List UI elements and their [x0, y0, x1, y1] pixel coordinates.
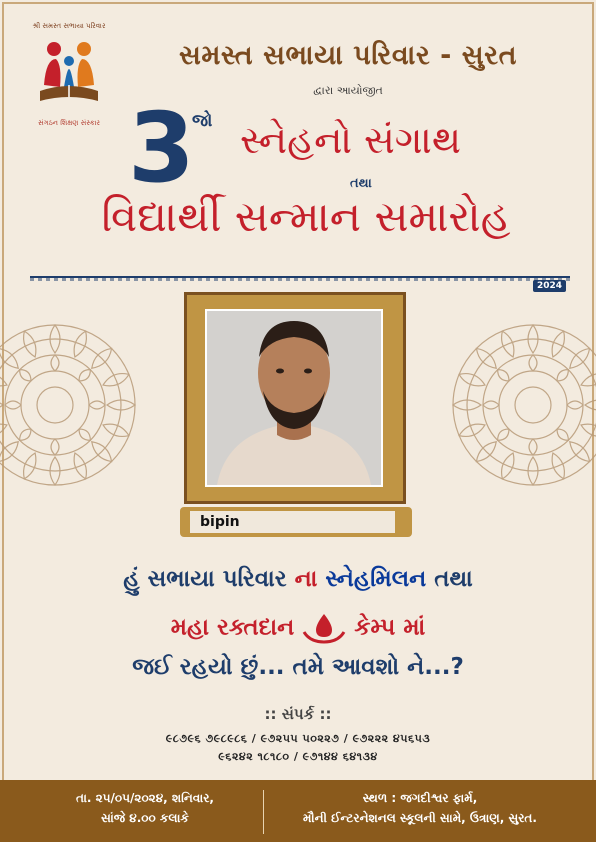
mandala-right-icon [448, 320, 596, 490]
org-logo [24, 22, 114, 132]
title-conjunction: તથા [350, 176, 372, 191]
contact-numbers-row1: ૯૮૭૯૬ ૭૯૮૯૮૬ / ૯૭૨૫૫ ૫૦૨૨૭ / ૯૭૨૨૨ ૪૫૬૫૩ [165, 732, 431, 745]
message-line-1 [20, 566, 576, 592]
message-line1-part-d: તથા [426, 566, 473, 592]
logo-top-text: શ્રી સમસ્ત સભાયા પરિવાર [32, 22, 106, 30]
event-title-line2: વિદ્યાર્થી સન્માન સમારોહ [101, 192, 511, 241]
footer-bar [0, 780, 596, 842]
event-date-line2: સાંજે ૪.૦૦ કલાકે [101, 811, 189, 825]
family-book-logo-icon [34, 35, 104, 111]
event-venue-line2: મૌની ઈન્ટરનેશનલ સ્કૂલની સામે, ઉત્રાણ, સુરત. [303, 811, 537, 825]
profile-photo [205, 309, 383, 487]
event-date-line1: તા. ૨૫/૦૫/૨૦૨૪, શનિવાર, [75, 791, 214, 805]
person-name: bipin [190, 511, 395, 533]
event-venue-line1: સ્થળ : જગદીશ્વર ફાર્મ, [362, 791, 478, 805]
organized-by: દ્વારા આયોજીત [313, 84, 383, 97]
message-line1-highlight: સ્નેહમિલન [325, 566, 427, 592]
event-date [30, 788, 260, 828]
message-line-2 [20, 610, 576, 646]
name-plate [180, 507, 412, 537]
mandala-left-icon [0, 320, 140, 490]
contact-heading: :: સંપર્ક :: [264, 705, 332, 723]
divider-dots [30, 277, 570, 281]
org-name: સમસ્ત સભાયા પરિવાર - સુરત [178, 40, 518, 71]
event-title-line1: સ્નેહનો સંગાથ [240, 118, 462, 162]
edition-suffix: જો [192, 111, 213, 131]
photo-frame [184, 292, 406, 504]
blood-donation-text: મહા રક્તદાન [170, 614, 295, 641]
year-badge: 2024 [533, 280, 566, 292]
contact-numbers-row2: ૯૬૨૪૨ ૧૮૧૮૦ / ૯૭૧૪૪ ૬૪૧૩૪ [218, 750, 378, 763]
message-line1-part-b: ના [294, 566, 326, 592]
message-line-3: જઈ રહયો છું... તમે આવશો ને...? [132, 654, 464, 680]
person-portrait-icon [207, 311, 381, 485]
blood-drop-hands-icon [302, 610, 346, 646]
message-line1-part-a: હું સભાયા પરિવાર [123, 566, 295, 592]
logo-bottom-text: સંગઠન શિક્ષણ સંસ્કાર [37, 119, 101, 127]
camp-text: કેમ્પ માં [354, 614, 426, 641]
event-venue [270, 788, 570, 828]
footer-divider [263, 790, 264, 834]
edition-number: 3 [128, 92, 195, 204]
